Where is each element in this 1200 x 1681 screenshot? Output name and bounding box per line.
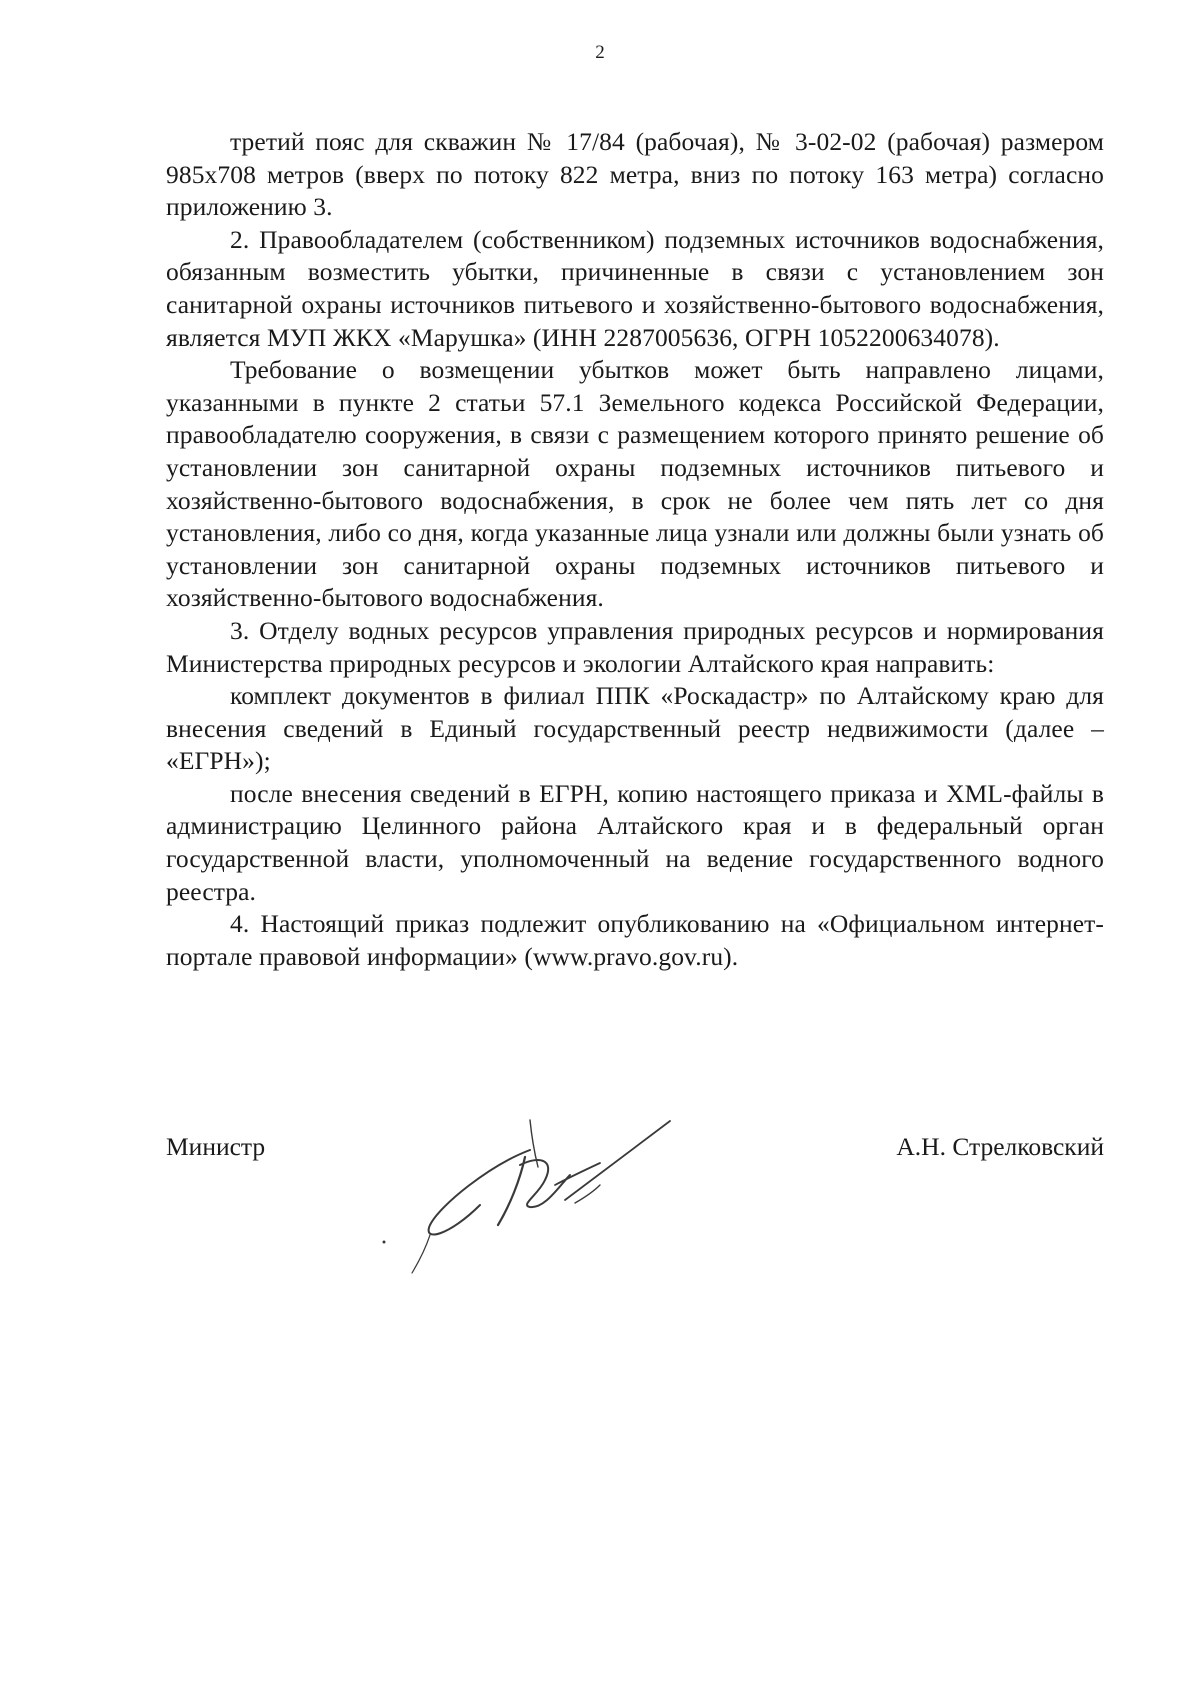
paragraph-after-egrn: после внесения сведений в ЕГРН, копию настоящего приказа и XML-файлы в администрацию Целинного района Алтайского края и в федеральный орган государственной власти, уполномоченный на ведение государственного водного реестра. — [166, 778, 1104, 906]
signatory-name: А.Н. Стрелковский — [896, 1132, 1104, 1161]
paragraph-item-3-department: 3. Отделу водных ресурсов управления природных ресурсов и нормирования Министерства природных ресурсов и экологии Алтайского края направить: — [166, 615, 1104, 678]
page-number: 2 — [595, 42, 605, 63]
handwritten-signature — [370, 1085, 710, 1275]
paragraph-item-4-publication: 4. Настоящий приказ подлежит опубликованию на «Официальном интернет-портале правовой информации» (www.pravo.gov.ru). — [166, 909, 1104, 971]
paragraph-item-2-owner: 2. Правообладателем (собственником) подземных источников водоснабжения, обязанным возместить убытки, причиненные в связи с установлением зон санитарной охраны источников питьевого и хозяйственно-бытового водоснабжения, является МУП ЖКХ «Марушка» (ИНН 2287005636, ОГРН 1052200634078). — [166, 224, 1104, 352]
signatory-title: Министр — [166, 1132, 266, 1161]
paragraph-damages-claim: Требование о возмещении убытков может быть направлено лицами, указанными в пункте 2 статьи 57.1 Земельного кодекса Российской Федерации, правообладателю сооружения, в связи с размещением которого принято решение об установлении зон санитарной охраны подземных источников питьевого и хозяйственно-бытового водоснабжения, в срок не более чем пять лет со дня установления, либо со дня, когда указанные лица узнали или должны были узнать об установлении зон санитарной охраны подземных источников питьевого и хозяйственно-бытового водоснабжения. — [166, 355, 1104, 613]
document-body — [166, 126, 1104, 973]
paragraph-zone-third-belt: третий пояс для скважин № 17/84 (рабочая), № 3-02-02 (рабочая) размером 985x708 метров (вверх по потоку 822 метра, вниз по потоку 163 метра) согласно приложению 3. — [166, 127, 1104, 222]
paragraph-documents-to-roskadastr: комплект документов в филиал ППК «Роскадастр» по Алтайскому краю для внесения сведений в Единый государственный реестр недвижимости (далее – «ЕГРН»); — [166, 681, 1104, 776]
